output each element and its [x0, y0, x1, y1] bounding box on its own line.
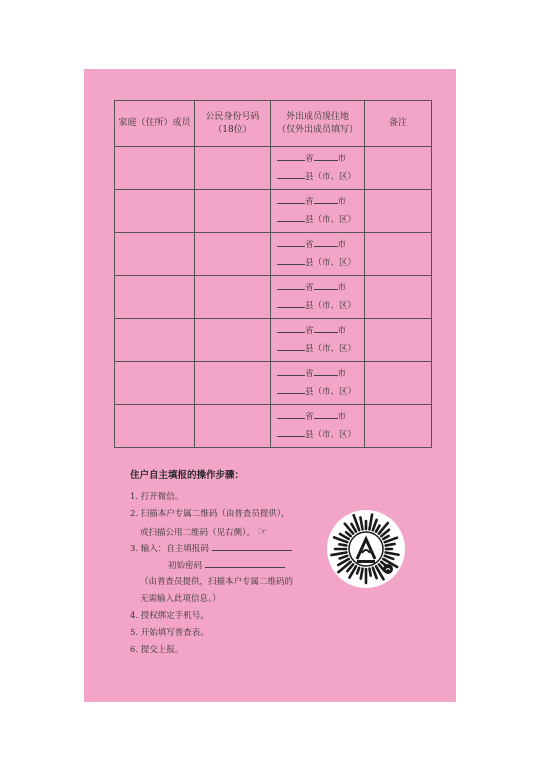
header-household-member: 家庭（住所）成员: [115, 101, 195, 147]
step-6: 6. 提交上报。: [130, 645, 184, 655]
residence-cell[interactable]: [271, 233, 365, 276]
header-remarks: 备注: [365, 101, 432, 147]
step-3-password: [130, 557, 340, 574]
member-cell[interactable]: [115, 276, 195, 319]
self-report-steps: [130, 467, 340, 659]
id-number-cell[interactable]: [195, 190, 271, 233]
city-label: 市: [337, 283, 347, 293]
initial-password-field[interactable]: [205, 557, 285, 568]
county-label: 县（市、区）: [305, 172, 357, 182]
county-blank[interactable]: [277, 340, 305, 351]
city-blank[interactable]: [314, 365, 338, 376]
county-blank[interactable]: [277, 297, 305, 308]
report-code-field[interactable]: [212, 540, 292, 551]
county-label: 县（市、区）: [305, 387, 357, 397]
residence-cell[interactable]: [271, 190, 365, 233]
step-3: [130, 540, 340, 557]
step-3-label: 3. 输入：自主填报码: [130, 544, 209, 554]
province-blank[interactable]: [277, 408, 305, 419]
city-blank[interactable]: [314, 322, 338, 333]
province-label: 省: [305, 412, 314, 422]
remarks-cell[interactable]: [365, 362, 432, 405]
city-blank[interactable]: [314, 236, 338, 247]
census-form-page: [84, 69, 456, 702]
step-2-alt: [130, 523, 340, 540]
member-cell[interactable]: [115, 147, 195, 190]
county-label: 县（市、区）: [305, 301, 357, 311]
steps-title: 住户自主填报的操作步骤：: [130, 470, 245, 481]
province-label: 省: [305, 283, 314, 293]
remarks-cell[interactable]: [365, 405, 432, 448]
table-row: [115, 147, 432, 190]
id-number-cell[interactable]: [195, 233, 271, 276]
county-blank[interactable]: [277, 383, 305, 394]
member-cell[interactable]: [115, 405, 195, 448]
province-label: 省: [305, 240, 314, 250]
residence-cell[interactable]: [271, 362, 365, 405]
step-2: 2. 扫描本户专属二维码（由普查员提供），: [130, 509, 290, 519]
city-label: 市: [337, 240, 347, 250]
remarks-cell[interactable]: [365, 276, 432, 319]
step-3-password-label: 初始密码: [168, 561, 203, 571]
id-number-cell[interactable]: [195, 405, 271, 448]
header-residence-label: 外出成员现住地 （仅外出成员填写）: [276, 111, 358, 135]
province-label: 省: [305, 197, 314, 207]
city-label: 市: [337, 154, 347, 164]
county-blank[interactable]: [277, 426, 305, 437]
pointing-hand-icon: ☞: [257, 525, 268, 538]
county-label: 县（市、区）: [305, 258, 357, 268]
county-blank[interactable]: [277, 168, 305, 179]
step-4: 4. 授权绑定手机号。: [130, 611, 209, 621]
remarks-cell[interactable]: [365, 190, 432, 233]
city-blank[interactable]: [314, 193, 338, 204]
county-blank[interactable]: [277, 211, 305, 222]
province-blank[interactable]: [277, 236, 305, 247]
step-5: 5. 开始填写普查表。: [130, 628, 209, 638]
province-blank[interactable]: [277, 279, 305, 290]
id-number-cell[interactable]: [195, 319, 271, 362]
province-label: 省: [305, 369, 314, 379]
header-id-number: [195, 101, 271, 147]
table-row: [115, 276, 432, 319]
household-members-table: [114, 100, 432, 448]
remarks-cell[interactable]: [365, 233, 432, 276]
province-label: 省: [305, 154, 314, 164]
table-header-row: [115, 101, 432, 147]
wechat-mini-program-code-icon: [326, 509, 406, 589]
member-cell[interactable]: [115, 362, 195, 405]
residence-cell[interactable]: [271, 319, 365, 362]
step-2-alt-text: 或扫描公用二维码（见右侧）。: [140, 528, 255, 538]
id-number-cell[interactable]: [195, 276, 271, 319]
table-row: [115, 190, 432, 233]
city-label: 市: [337, 369, 347, 379]
province-blank[interactable]: [277, 322, 305, 333]
county-label: 县（市、区）: [305, 430, 357, 440]
id-number-cell[interactable]: [195, 362, 271, 405]
id-number-cell[interactable]: [195, 147, 271, 190]
table-row: [115, 405, 432, 448]
member-cell[interactable]: [115, 319, 195, 362]
province-blank[interactable]: [277, 365, 305, 376]
remarks-cell[interactable]: [365, 319, 432, 362]
county-blank[interactable]: [277, 254, 305, 265]
city-label: 市: [337, 326, 347, 336]
step-3-note-1: （由普查员提供，扫描本户专属二维码的: [140, 577, 294, 587]
residence-cell[interactable]: [271, 405, 365, 448]
province-blank[interactable]: [277, 193, 305, 204]
province-label: 省: [305, 326, 314, 336]
step-3-note-2: 无需输入此项信息。）: [140, 594, 221, 604]
city-label: 市: [337, 197, 347, 207]
residence-cell[interactable]: [271, 147, 365, 190]
table-row: [115, 233, 432, 276]
table-row: [115, 319, 432, 362]
member-cell[interactable]: [115, 233, 195, 276]
county-label: 县（市、区）: [305, 215, 357, 225]
city-label: 市: [337, 412, 347, 422]
remarks-cell[interactable]: [365, 147, 432, 190]
city-blank[interactable]: [314, 408, 338, 419]
city-blank[interactable]: [314, 279, 338, 290]
residence-cell[interactable]: [271, 276, 365, 319]
table-row: [115, 362, 432, 405]
header-current-residence: [271, 101, 365, 147]
province-blank[interactable]: [277, 150, 305, 161]
member-cell[interactable]: [115, 190, 195, 233]
step-1: 1. 打开微信。: [130, 492, 184, 502]
county-label: 县（市、区）: [305, 344, 357, 354]
city-blank[interactable]: [314, 150, 338, 161]
header-id-number-label: 公民身份号码 （18位）: [205, 111, 260, 135]
